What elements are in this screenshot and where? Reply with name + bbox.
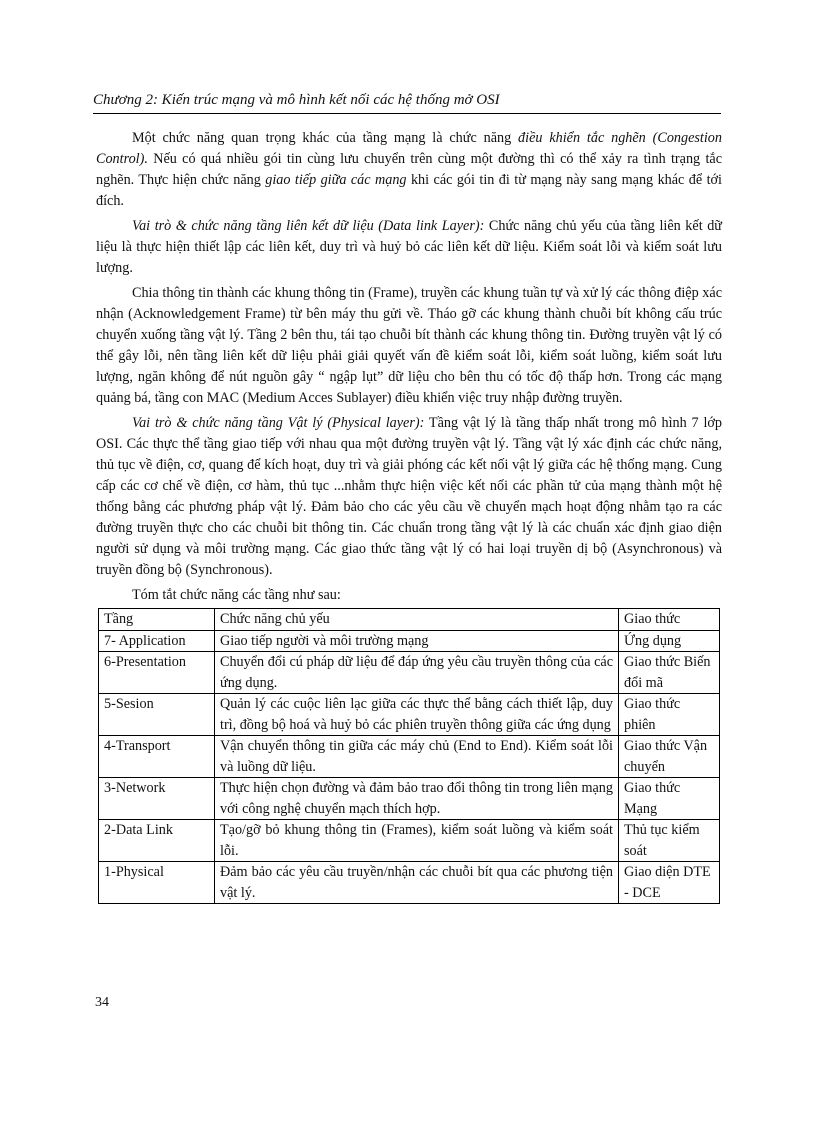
table-row: [99, 694, 720, 736]
function-cell: Tạo/gỡ bỏ khung thông tin (Frames), kiểm soát luồng và kiểm soát lỗi.: [215, 820, 619, 862]
italic-term: giao tiếp giữa các mạng: [265, 172, 407, 188]
text-run: Nếu có quá nhiều gói tin cùng lưu chuyển trên cùng một đường thì có thể xảy ra tình trạng tắc nghẽn. Thực hiện chức năng: [96, 151, 722, 188]
table-row: [99, 778, 720, 820]
protocol-cell: Giao thức Vận chuyển: [619, 736, 720, 778]
text-run: Chức năng chủ yếu của tầng liên kết dữ liệu là thực hiện thiết lập các liên kết, duy trì và huỷ bỏ các liên kết dữ liệu. Kiểm soát lỗi và kiểm soát lưu lượng.: [96, 218, 722, 276]
layer-cell: 2-Data Link: [99, 820, 215, 862]
paragraph-data-link: [96, 216, 722, 279]
layer-cell: 3-Network: [99, 778, 215, 820]
function-cell: Đảm bảo các yêu cầu truyền/nhận các chuỗi bít qua các phương tiện vật lý.: [215, 862, 619, 904]
text-run: Một chức năng quan trọng khác của tầng mạng là chức năng: [132, 130, 519, 146]
header-layer: Tầng: [99, 609, 215, 631]
protocol-cell: Giao thức phiên: [619, 694, 720, 736]
text-run: Tầng vật lý là tầng thấp nhất trong mô hình 7 lớp OSI. Các thực thể tầng giao tiếp với nhau qua một đường truyền vật lý. Tầng vật lý xác định các chức năng, thủ tục về điện, cơ, quang để kích hoạt, duy trì và giải phóng các kết nối vật lý giữa các hệ thống mạng. Cung cấp các cơ chế về điện, cơ hàm, thủ tục ...nhằm thực hiện việc kết nối các phần tử của mạng thành một hệ thống bằng các phương pháp vật lý. Đảm bảo cho các yêu cầu về chuyển mạch hoạt động nhằm tạo ra các đường truyền thực cho các chuỗi bit thông tin. Các chuẩn trong tầng vật lý là các chuẩn xác định giao diện người sử dụng và môi trường mạng. Các giao thức tầng vật lý có hai loại truyền dị bộ (Asynchronous) và truyền đồng bộ (Synchronous).: [96, 415, 722, 578]
function-cell: Giao tiếp người và môi trường mạng: [215, 630, 619, 652]
function-cell: Thực hiện chọn đường và đảm bảo trao đổi thông tin trong liên mạng với công nghệ chuyển mạch thích hợp.: [215, 778, 619, 820]
paragraph-frames: Chia thông tin thành các khung thông tin (Frame), truyền các khung tuần tự và xử lý các thông điệp xác nhận (Acknowledgement Frame) từ bên máy thu gửi về. Tháo gỡ các khung thành chuỗi bít không cấu trúc chuyển xuống tầng vật lý. Tầng 2 bên thu, tái tạo chuỗi bít thành các khung thông tin. Đường truyền vật lý có thể gây lỗi, nên tầng liên kết dữ liệu phải giải quyết vấn đề kiểm soát lỗi, kiểm soát luồng, kiểm soát lưu lượng, ngăn không để nút nguồn gây “ ngập lụt” dữ liệu cho bên thu có tốc độ thấp hơn. Trong các mạng quảng bá, tầng con MAC (Medium Acces Sublayer) điều khiển việc truy nhập đường truyền.: [96, 285, 722, 406]
italic-heading: Vai trò & chức năng tầng Vật lý (Physical layer):: [132, 415, 425, 431]
table-row: [99, 630, 720, 652]
protocol-cell: Thủ tục kiểm soát: [619, 820, 720, 862]
table-row: [99, 862, 720, 904]
protocol-cell: Giao thức Biến đổi mã: [619, 652, 720, 694]
paragraph-congestion: [96, 128, 722, 212]
layer-cell: 4-Transport: [99, 736, 215, 778]
table-caption: Tóm tắt chức năng các tầng như sau:: [132, 587, 341, 603]
table-row: [99, 652, 720, 694]
italic-term: điều khiển tắc nghẽn (Congestion Control).: [96, 130, 722, 167]
paragraph-physical: [96, 413, 722, 581]
function-cell: Chuyển đổi cú pháp dữ liệu để đáp ứng yêu cầu truyền thông của các ứng dụng.: [215, 652, 619, 694]
table-header-row: [99, 609, 720, 631]
header-protocol: Giao thức: [619, 609, 720, 631]
function-cell: Quản lý các cuộc liên lạc giữa các thực thể bằng cách thiết lập, duy trì, đồng bộ hoá và huỷ bỏ các phiên truyền thông giữa các ứng dụng: [215, 694, 619, 736]
table-row: [99, 736, 720, 778]
italic-heading: Vai trò & chức năng tầng liên kết dữ liệu (Data link Layer):: [132, 218, 485, 234]
protocol-cell: Giao diện DTE - DCE: [619, 862, 720, 904]
page-number: 34: [95, 995, 109, 1010]
osi-layer-table: [98, 608, 720, 904]
table-row: [99, 820, 720, 862]
header-function: Chức năng chủ yếu: [215, 609, 619, 631]
page-body: [96, 128, 722, 904]
chapter-header: Chương 2: Kiến trúc mạng và mô hình kết nối các hệ thống mở OSI: [93, 92, 721, 114]
protocol-cell: Giao thức Mạng: [619, 778, 720, 820]
function-cell: Vận chuyển thông tin giữa các máy chủ (End to End). Kiểm soát lỗi và luồng dữ liệu.: [215, 736, 619, 778]
layer-cell: 1-Physical: [99, 862, 215, 904]
layer-cell: 7- Application: [99, 630, 215, 652]
layer-cell: 6-Presentation: [99, 652, 215, 694]
layer-cell: 5-Sesion: [99, 694, 215, 736]
text-run: khi các gói tin đi từ mạng này sang mạng khác để tới đích.: [96, 172, 722, 209]
protocol-cell: Ứng dụng: [619, 630, 720, 652]
